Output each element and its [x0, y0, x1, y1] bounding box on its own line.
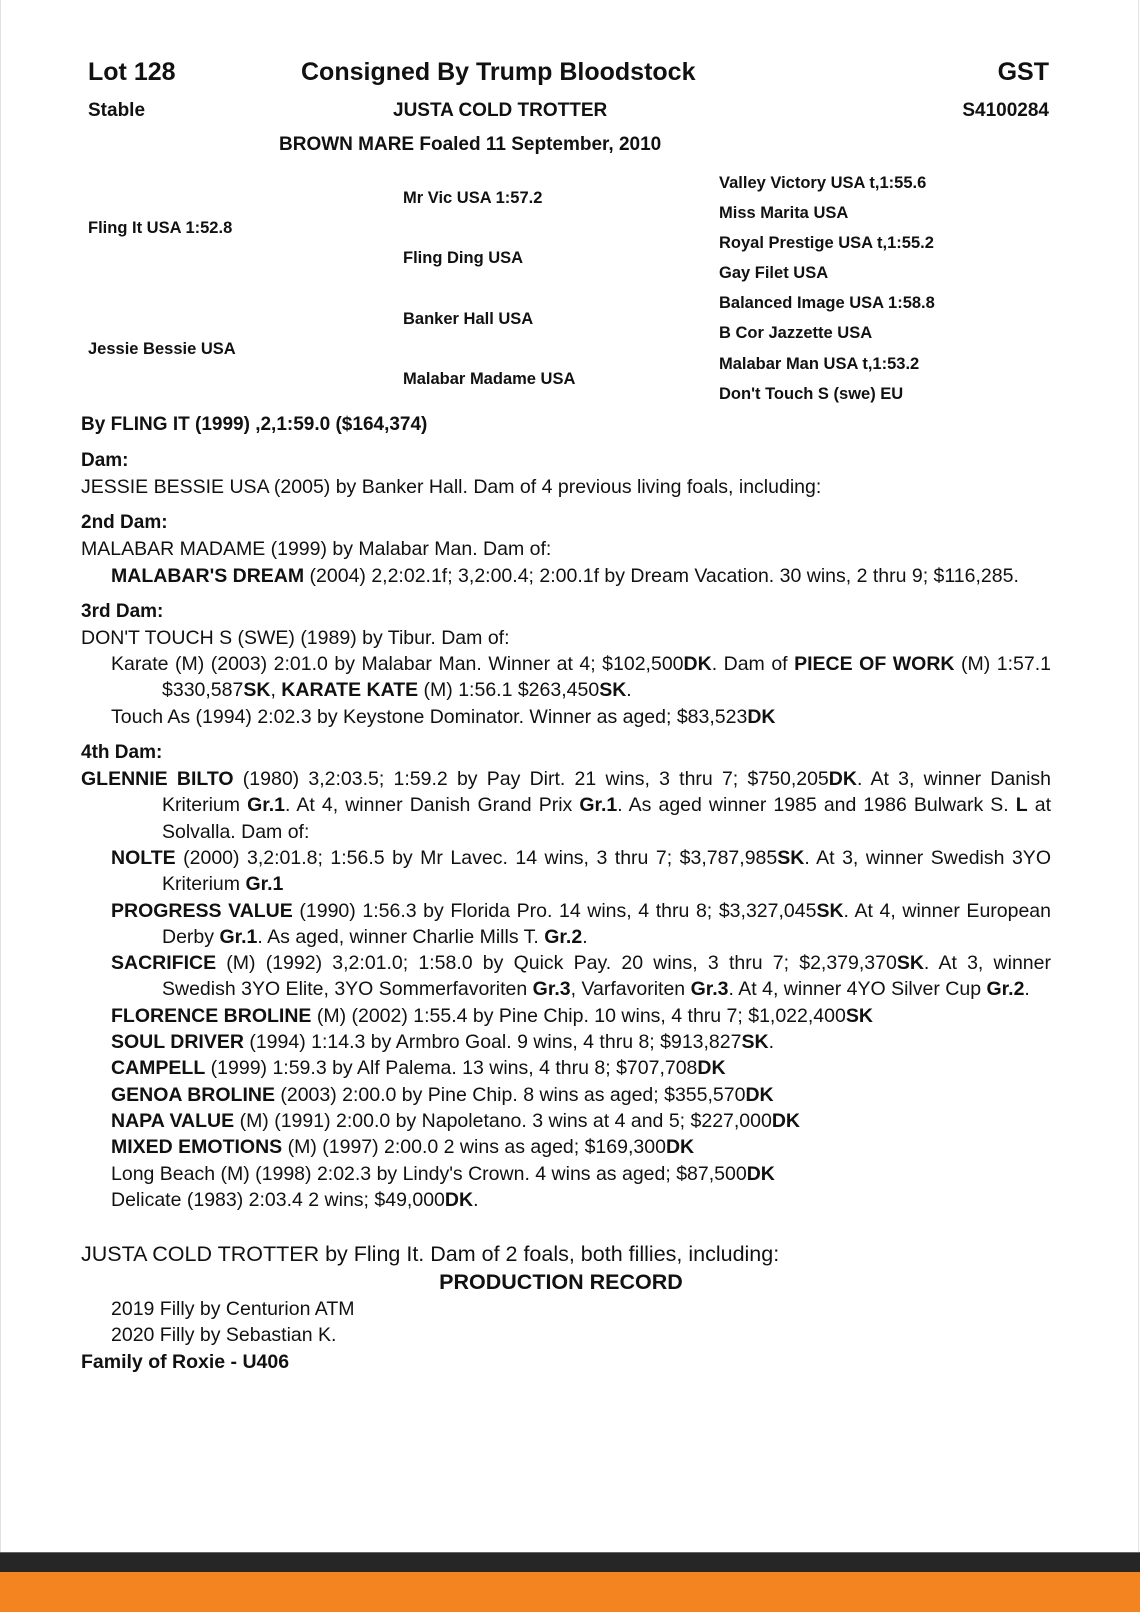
bold-fragment: DK [697, 1057, 726, 1080]
bold-fragment: DK [828, 768, 857, 791]
text-fragment: . At 3, winner Swedish 3YO Kriterium [162, 846, 1051, 896]
pedigree-sire: Fling It USA 1:52.8 [88, 219, 233, 237]
text-fragment: Karate (M) (2003) 2:01.0 by Malabar Man. Winner at 4; $102,500 [111, 653, 684, 676]
text-fragment: (1994) 1:14.3 by Armbro Goal. 9 wins, 4 thru 8; $913,827 [243, 1031, 742, 1054]
second-dam-text: MALABAR MADAME (1999) by Malabar Man. Dam of: [81, 538, 552, 561]
text-fragment: (1990) 1:56.3 by Florida Pro. 14 wins, 4 thru 8; $3,327,045 [292, 899, 817, 922]
pedigree-gen3-item: Gay Filet USA [719, 264, 829, 282]
bold-fragment: KARATE KATE [281, 679, 419, 702]
bold-fragment: Gr.3 [690, 978, 729, 1001]
sale-code: GST [997, 58, 1049, 86]
text-fragment: (2000) 3,2:01.8; 1:56.5 by Mr Lavec. 14 wins, 3 thru 7; $3,787,985 [175, 846, 778, 869]
pedigree-gen2-item: Fling Ding USA [403, 249, 524, 267]
pedigree-gen2-item: Malabar Madame USA [403, 370, 576, 388]
dam-heading: Dam: [81, 450, 129, 471]
text-fragment: Touch As (1994) 2:02.3 by Keystone Dominator. Winner as aged; $83,523 [111, 705, 748, 728]
text-fragment: (M) 1:57.1 $330,587 [162, 653, 1051, 702]
text-fragment: . As aged winner 1985 and 1986 Bulwark S. [617, 794, 1016, 817]
offspring-entry [81, 898, 1051, 951]
offspring-entry [81, 950, 1051, 1003]
text-fragment: at Solvalla. Dam of: [162, 794, 1051, 843]
catalogue-body [81, 448, 1051, 1375]
bold-fragment: CAMPELL [111, 1057, 206, 1080]
stable-label: Stable [88, 100, 146, 121]
offspring-entry [81, 651, 1051, 704]
offspring-entry [81, 1029, 1051, 1055]
text-fragment: (1999) 1:59.3 by Alf Palema. 13 wins, 4 thru 8; $707,708 [205, 1057, 698, 1080]
pedigree-gen3-item: Miss Marita USA [719, 204, 849, 222]
bold-fragment: PIECE OF WORK [794, 653, 955, 676]
dam-text: JESSIE BESSIE USA (2005) by Banker Hall. Dam of 4 previous living foals, including: [81, 476, 822, 498]
bold-fragment: SK [896, 952, 924, 975]
text-fragment: , Varfavoriten [570, 978, 691, 1001]
production-foal: 2019 Filly by Centurion ATM [111, 1298, 355, 1321]
pedigree-gen2-item: Banker Hall USA [403, 310, 534, 328]
pedigree-gen3-item: B Cor Jazzette USA [719, 324, 873, 342]
production-foal: 2020 Filly by Sebastian K. [111, 1324, 337, 1347]
horse-id: S4100284 [962, 100, 1049, 121]
footer-orange-band [0, 1572, 1140, 1612]
text-fragment: . [768, 1031, 774, 1054]
offspring-entry [81, 1134, 1051, 1160]
third-dam-heading: 3rd Dam: [81, 600, 164, 622]
bold-fragment: SK [243, 679, 271, 702]
bold-fragment: DK [746, 1162, 775, 1185]
text-fragment: Delicate (1983) 2:03.4 2 wins; $49,000 [111, 1188, 445, 1211]
second-dam-heading: 2nd Dam: [81, 512, 168, 534]
text-fragment: . [473, 1188, 479, 1211]
bold-fragment: SK [777, 846, 805, 869]
bold-fragment: Gr.1 [245, 873, 284, 896]
bold-fragment: DK [771, 1109, 801, 1132]
production-record-heading: PRODUCTION RECORD [439, 1270, 683, 1295]
bold-fragment: Gr.1 [579, 794, 618, 817]
offspring-entry [81, 1003, 1051, 1029]
bold-fragment: NOLTE [111, 846, 176, 869]
text-fragment: . [582, 925, 588, 948]
fourth-dam-text [81, 766, 1051, 845]
lot-number: Lot 128 [88, 58, 176, 86]
bold-fragment: PROGRESS VALUE [111, 899, 293, 922]
bold-fragment: GLENNIE BILTO [81, 768, 234, 791]
bold-fragment: NAPA VALUE [111, 1109, 235, 1132]
text-fragment: (2003) 2:00.0 by Pine Chip. 8 wins as aged; $355,570 [274, 1083, 746, 1106]
second-dam-offspring [81, 563, 1051, 589]
text-fragment: (M) (1991) 2:00.0 by Napoletano. 3 wins at 4 and 5; $227,000 [234, 1109, 772, 1132]
text-fragment: . [626, 679, 632, 702]
pedigree-gen3-item: Balanced Image USA 1:58.8 [719, 294, 935, 312]
bold-fragment: Gr.1 [219, 925, 258, 948]
third-dam-text: DON'T TOUCH S (SWE) (1989) by Tibur. Dam of: [81, 626, 510, 649]
text-fragment: , [270, 679, 282, 702]
text-fragment: . At 4, winner Danish Grand Prix [285, 794, 580, 817]
bold-fragment: Gr.3 [532, 978, 571, 1001]
text-fragment: . Dam of [711, 653, 795, 676]
bold-fragment: SK [599, 679, 627, 702]
offspring-entry [81, 1055, 1051, 1081]
offspring-entry [81, 704, 1051, 730]
pedigree-gen3-item: Malabar Man USA t,1:53.2 [719, 355, 920, 373]
sire-line: By FLING IT (1999) ,2,1:59.0 ($164,374) [81, 414, 428, 435]
offspring-entry [81, 1082, 1051, 1108]
offspring-name: MALABAR'S DREAM [111, 564, 305, 587]
offspring-entry [81, 845, 1051, 898]
bold-fragment: DK [747, 705, 776, 728]
production-intro: JUSTA COLD TROTTER by Fling It. Dam of 2 foals, both fillies, including: [81, 1242, 780, 1267]
text-fragment: (M) (1997) 2:00.0 2 wins as aged; $169,300 [282, 1136, 666, 1159]
fourth-dam-offspring-list [81, 845, 1051, 1213]
text-fragment: . At 4, winner 4YO Silver Cup [728, 978, 987, 1001]
horse-name: JUSTA COLD TROTTER [393, 100, 608, 121]
family-line: Family of Roxie - U406 [81, 1350, 290, 1373]
bold-fragment: MIXED EMOTIONS [111, 1136, 283, 1159]
pedigree-gen2-item: Mr Vic USA 1:57.2 [403, 189, 543, 207]
text-fragment: . At 4, winner European Derby [162, 899, 1052, 948]
offspring-record: (2004) 2,2:02.1f; 3,2:00.4; 2:00.1f by Dream Vacation. 30 wins, 2 thru 9; $116,285. [304, 564, 1019, 587]
text-fragment: . As aged, winner Charlie Mills T. [257, 925, 545, 948]
pedigree-dam: Jessie Bessie USA [88, 340, 236, 358]
pedigree-gen3-item: Royal Prestige USA t,1:55.2 [719, 234, 934, 252]
bold-fragment: SACRIFICE [111, 952, 217, 975]
fourth-dam-heading: 4th Dam: [81, 742, 163, 764]
horse-description: BROWN MARE Foaled 11 September, 2010 [279, 134, 662, 155]
bold-fragment: DK [745, 1083, 774, 1106]
bold-fragment: SK [741, 1031, 769, 1054]
bold-fragment: L [1015, 794, 1028, 817]
offspring-entry [81, 1161, 1051, 1187]
offspring-entry [81, 1187, 1051, 1213]
bold-fragment: SK [816, 899, 844, 922]
offspring-entry [81, 1108, 1051, 1134]
text-fragment: Long Beach (M) (1998) 2:02.3 by Lindy's Crown. 4 wins as aged; $87,500 [111, 1162, 747, 1185]
text-fragment: (M) (2002) 1:55.4 by Pine Chip. 10 wins, 4 thru 7; $1,022,400 [311, 1004, 846, 1027]
pedigree-gen3-item: Don't Touch S (swe) EU [719, 385, 904, 403]
bold-fragment: Gr.1 [247, 794, 286, 817]
consignor-title: Consigned By Trump Bloodstock [301, 58, 696, 86]
text-fragment: (M) (1992) 3,2:01.0; 1:58.0 by Quick Pay. 20 wins, 3 thru 7; $2,379,370 [216, 952, 897, 975]
text-fragment: (1980) 3,2:03.5; 1:59.2 by Pay Dirt. 21 wins, 3 thru 7; $750,205 [233, 768, 829, 791]
bold-fragment: DK [683, 653, 712, 676]
text-fragment: . At 3, winner Swedish 3YO Elite, 3YO Sommerfavoriten [162, 952, 1051, 1001]
bold-fragment: DK [665, 1136, 695, 1159]
text-fragment: (M) 1:56.1 $263,450 [418, 679, 600, 702]
text-fragment: . [1024, 978, 1030, 1001]
footer-dark-band [0, 1552, 1140, 1572]
bold-fragment: Gr.2 [986, 978, 1025, 1001]
third-dam-offspring-list [81, 651, 1051, 730]
bold-fragment: SK [845, 1004, 873, 1027]
bold-fragment: Gr.2 [544, 925, 583, 948]
text-fragment: . At 3, winner Danish Kriterium [162, 768, 1051, 817]
bold-fragment: DK [444, 1188, 474, 1211]
bold-fragment: SOUL DRIVER [111, 1031, 244, 1054]
bold-fragment: FLORENCE BROLINE [111, 1004, 312, 1027]
bold-fragment: GENOA BROLINE [111, 1083, 275, 1106]
pedigree-gen3-item: Valley Victory USA t,1:55.6 [719, 174, 927, 192]
